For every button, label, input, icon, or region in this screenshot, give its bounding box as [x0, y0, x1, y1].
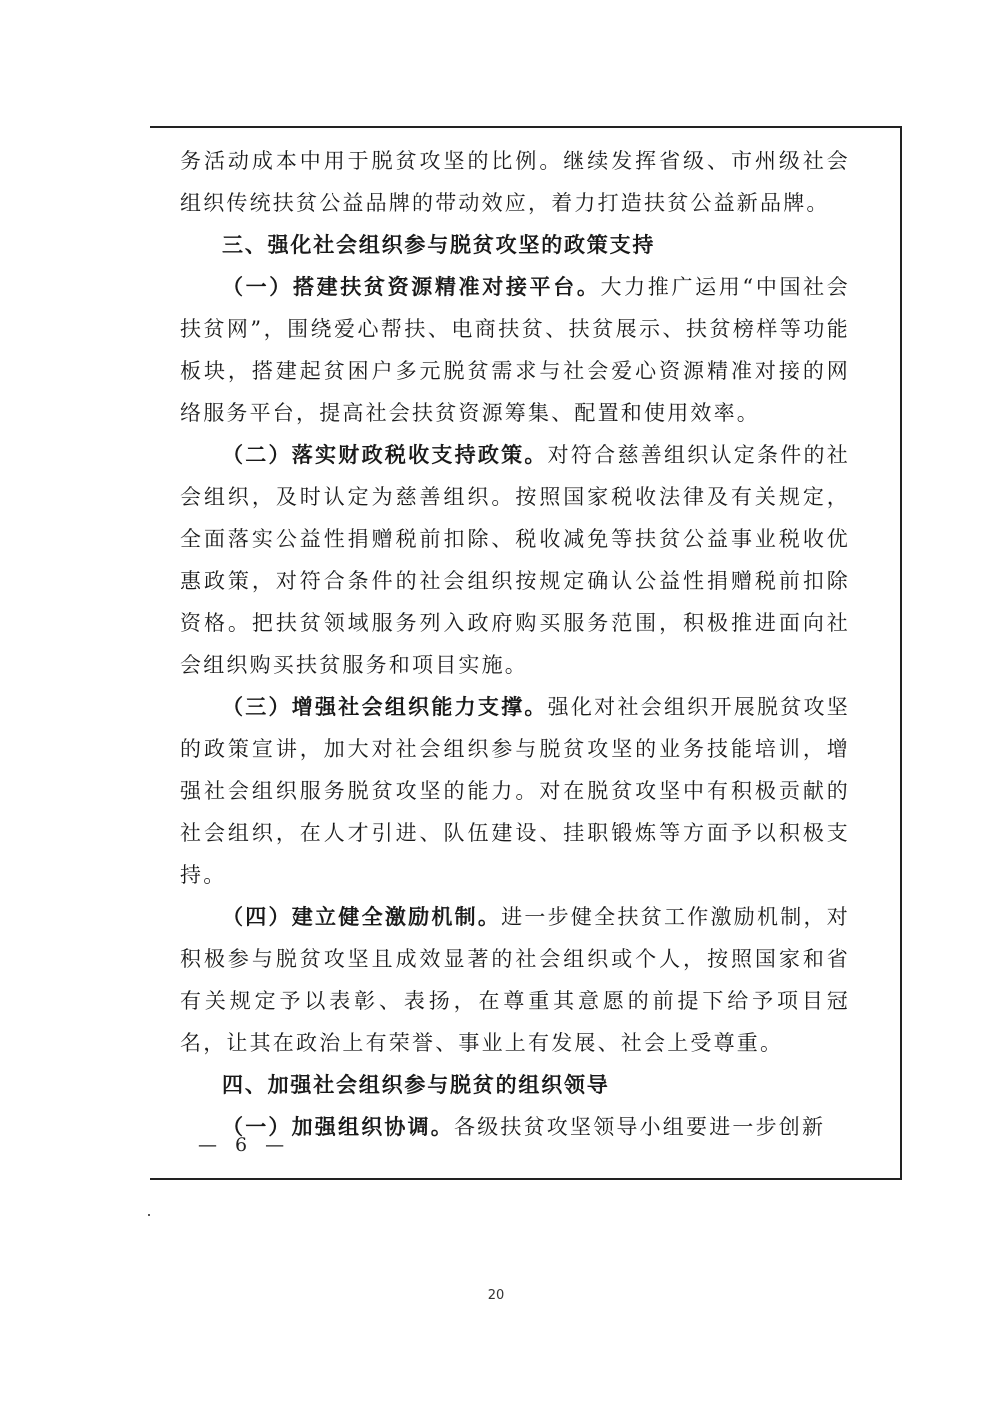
- subsection-1-lead: （一）搭建扶贫资源精准对接平台。: [222, 275, 601, 299]
- subsection-3-body: 强化对社会组织开展脱贫攻坚的政策宣讲，加大对社会组织参与脱贫攻坚的业务技能培训，增强社会组织服务脱贫攻坚的能力。对在脱贫攻坚中有积极贡献的社会组织，在人才引进、队伍建设、挂职锻炼等方面予以积极支持。: [180, 695, 850, 887]
- subsection-2-body: 对符合慈善组织认定条件的社会组织，及时认定为慈善组织。按照国家税收法律及有关规定，全面落实公益性捐赠税前扣除、税收减免等扶贫公益事业税收优惠政策，对符合条件的社会组织按规定确认公益性捐赠税前扣除资格。把扶贫领域服务列入政府购买服务范围，积极推进面向社会组织购买扶贫服务和项目实施。: [180, 443, 850, 677]
- paragraph-subsection-1: [180, 266, 850, 434]
- subsection-1-body: 大力推广运用“中国社会扶贫网”，围绕爱心帮扶、电商扶贫、扶贫展示、扶贫榜样等功能板块，搭建起贫困户多元脱贫需求与社会爱心资源精准对接的网络服务平台，提高社会扶贫资源筹集、配置和使用效率。: [180, 275, 850, 425]
- subsection-5-body: 各级扶贫攻坚领导小组要进一步创新: [454, 1115, 826, 1139]
- paragraph-subsection-3: [180, 686, 850, 896]
- inner-page-number: — 6 —: [198, 1134, 291, 1156]
- section-heading-3: 三、强化社会组织参与脱贫攻坚的政策支持: [222, 233, 656, 257]
- subsection-4-body: 进一步健全扶贫工作激励机制，对积极参与脱贫攻坚且成效显著的社会组织或个人，按照国家和省有关规定予以表彰、表扬，在尊重其意愿的前提下给予项目冠名，让其在政治上有荣誉、事业上有发展、社会上受尊重。: [180, 905, 850, 1055]
- document-body: [180, 140, 850, 1148]
- paragraph-continuation: 务活动成本中用于脱贫攻坚的比例。继续发挥省级、市州级社会组织传统扶贫公益品牌的带动效应，着力打造扶贫公益新品牌。: [180, 149, 850, 215]
- paragraph-subsection-4: [180, 896, 850, 1064]
- scan-speck: [148, 1214, 150, 1216]
- section-heading-4: 四、加强社会组织参与脱贫的组织领导: [222, 1073, 610, 1097]
- subsection-5-lead: （一）加强组织协调。: [222, 1115, 454, 1139]
- subsection-3-lead: （三）增强社会组织能力支撑。: [222, 695, 548, 719]
- paragraph-subsection-2: [180, 434, 850, 686]
- subsection-4-lead: （四）建立健全激励机制。: [222, 905, 502, 929]
- subsection-2-lead: （二）落实财政税收支持政策。: [222, 443, 548, 467]
- footer-page-number: 20: [487, 1288, 505, 1303]
